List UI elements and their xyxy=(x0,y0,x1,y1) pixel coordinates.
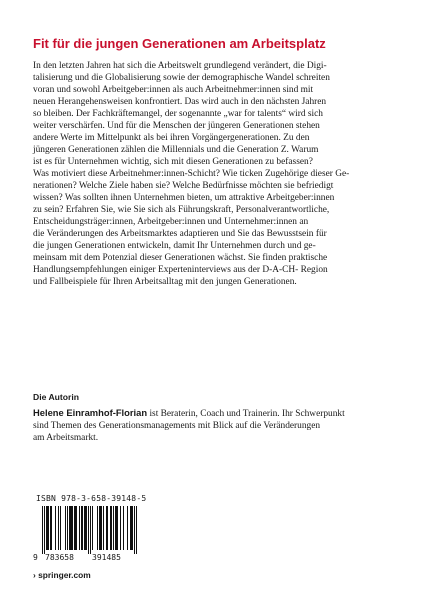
author-bio-line xyxy=(33,407,391,420)
barcode-bar xyxy=(69,506,70,550)
blurb-line: so bleiben. Der Fachkräftemangel, der sogenannte „war for talents“ wird sich xyxy=(33,109,323,119)
blurb-line: und Fallbeispiele für Ihren Arbeitsalltag mit den jungen Generationen. xyxy=(33,277,297,287)
barcode-bar xyxy=(44,506,45,554)
barcode-bar xyxy=(84,506,85,550)
barcode-bar xyxy=(75,506,76,550)
barcode-bar xyxy=(42,506,43,554)
blurb-text xyxy=(33,60,391,288)
barcode-bar xyxy=(120,506,121,550)
barcode-bar xyxy=(60,506,61,550)
barcode-bar xyxy=(46,506,47,550)
barcode-bar xyxy=(113,506,114,550)
barcode-bar xyxy=(123,506,124,550)
barcode-bar xyxy=(130,506,131,550)
blurb-line: wissen? Was sollten ihnen Unternehmen bieten, um attraktive Arbeitgeber:innen xyxy=(33,193,335,203)
barcode-bar xyxy=(76,506,77,550)
blurb-line: Was motiviert diese Arbeitnehmer:innen-Schicht? Wie ticken Zugehörige dieser Ge- xyxy=(33,169,350,179)
barcode-bar xyxy=(48,506,49,550)
blurb-line: talisierung und die Globalisierung sowie der demographische Wandel schreiten xyxy=(33,73,330,83)
blurb-line: weiter verschärfen. Und für die Menschen der jüngeren Generationen stehen xyxy=(33,121,320,131)
barcode-bar xyxy=(107,506,108,550)
barcode-bar xyxy=(58,506,59,550)
barcode-bar xyxy=(101,506,102,550)
isbn-label: ISBN 978-3-658-39148-5 xyxy=(36,494,147,503)
blurb-line: neuen Herangehensweisen konfrontiert. Das wird auch in den nächsten Jahren xyxy=(33,97,327,107)
blurb-line: andere Werte im Mittelpunkt als bei ihren Vorgängergenerationen. Zu den xyxy=(33,133,310,143)
barcode-bar xyxy=(74,506,75,550)
link-arrow-icon: › xyxy=(33,570,36,580)
blurb-line: In den letzten Jahren hat sich die Arbeitswelt grundlegend verändert, die Digi- xyxy=(33,61,327,71)
barcode-bar xyxy=(106,506,107,550)
book-title: Fit für die jungen Generationen am Arbeitsplatz xyxy=(33,36,326,51)
blurb-line: voran und sowohl Arbeitgeber:innen als auch Arbeitnehmer:innen sind mit xyxy=(33,85,314,95)
barcode-bar xyxy=(103,506,104,550)
barcode-bar xyxy=(131,506,132,550)
barcode-bar xyxy=(134,506,135,554)
barcode-bar xyxy=(90,506,91,554)
barcode-bar xyxy=(82,506,83,550)
publisher-url: springer.com xyxy=(38,570,91,580)
barcode-bar xyxy=(85,506,86,550)
barcode-bar xyxy=(71,506,72,550)
barcode-bar xyxy=(72,506,73,550)
author-name: Helene Einramhof-Florian xyxy=(33,407,148,418)
author-heading: Die Autorin xyxy=(33,392,79,402)
barcode-bar xyxy=(110,506,111,550)
barcode-bar xyxy=(100,506,101,550)
barcode-bar xyxy=(65,506,66,550)
blurb-line: zu sein? Erfahren Sie, wie Sie sich als Führungskraft, Personalverantwortliche, xyxy=(33,205,330,215)
barcode-bar xyxy=(99,506,100,550)
barcode-bar xyxy=(47,506,48,550)
barcode-bar xyxy=(127,506,128,550)
barcode-bar xyxy=(70,506,71,550)
barcode-bar xyxy=(92,506,93,550)
blurb-line: nerationen? Welche Ziele haben sie? Welche Bedürfnisse möchten sie befriedigt xyxy=(33,181,334,191)
author-bio xyxy=(33,407,391,444)
barcode-bar xyxy=(67,506,68,550)
barcode-bars xyxy=(33,506,139,554)
barcode-bar xyxy=(117,506,118,550)
blurb-line: die jungen Generationen entwickeln, damit Ihr Unternehmen durch und ge- xyxy=(33,241,316,251)
barcode-bar xyxy=(50,506,51,550)
barcode-digit-group-left: 783658 xyxy=(45,553,74,562)
barcode-bar xyxy=(88,506,89,554)
blurb-line: meinsam mit dem Potenzial dieser Generationen wächst. Sie finden praktische xyxy=(33,253,328,263)
author-bio-line: sind Themen des Generationsmanagements mit Blick auf die Veränderungen xyxy=(33,421,321,431)
barcode-bar xyxy=(81,506,82,550)
barcode-bar xyxy=(132,506,133,550)
isbn-barcode xyxy=(33,494,147,569)
barcode-bar xyxy=(79,506,80,550)
barcode-bar xyxy=(51,506,52,550)
barcode-bar xyxy=(86,506,87,550)
barcode-bar xyxy=(136,506,137,554)
author-bio-first-line: ist Beraterin, Coach und Trainerin. Ihr Schwerpunkt xyxy=(147,409,345,419)
barcode-digit-group-first: 9 xyxy=(33,553,38,562)
publisher-link[interactable] xyxy=(33,570,91,580)
blurb-line: Entscheidungsträger:innen, Arbeitgeber:innen und Unternehmer:innen an xyxy=(33,217,309,227)
blurb-line: Handlungsempfehlungen einiger Experteninterviews aus der D-A-CH- Region xyxy=(33,265,328,275)
blurb-line: jüngeren Generationen zählen die Millennials und die Generation Z. Warum xyxy=(33,145,319,155)
barcode-bar xyxy=(116,506,117,550)
blurb-line: die Veränderungen des Arbeitsmarktes adaptieren und Sie das Bewusstsein für xyxy=(33,229,327,239)
blurb-line: ist es für Unternehmen wichtig, sich mit diesen Generationen zu befassen? xyxy=(33,157,313,167)
barcode-bar xyxy=(115,506,116,550)
barcode-bar xyxy=(111,506,112,550)
barcode-bar xyxy=(55,506,56,550)
barcode-bar xyxy=(97,506,98,550)
barcode-digits xyxy=(33,553,139,563)
author-bio-line: am Arbeitsmarkt. xyxy=(33,433,99,443)
barcode-digit-group-right: 391485 xyxy=(92,553,121,562)
